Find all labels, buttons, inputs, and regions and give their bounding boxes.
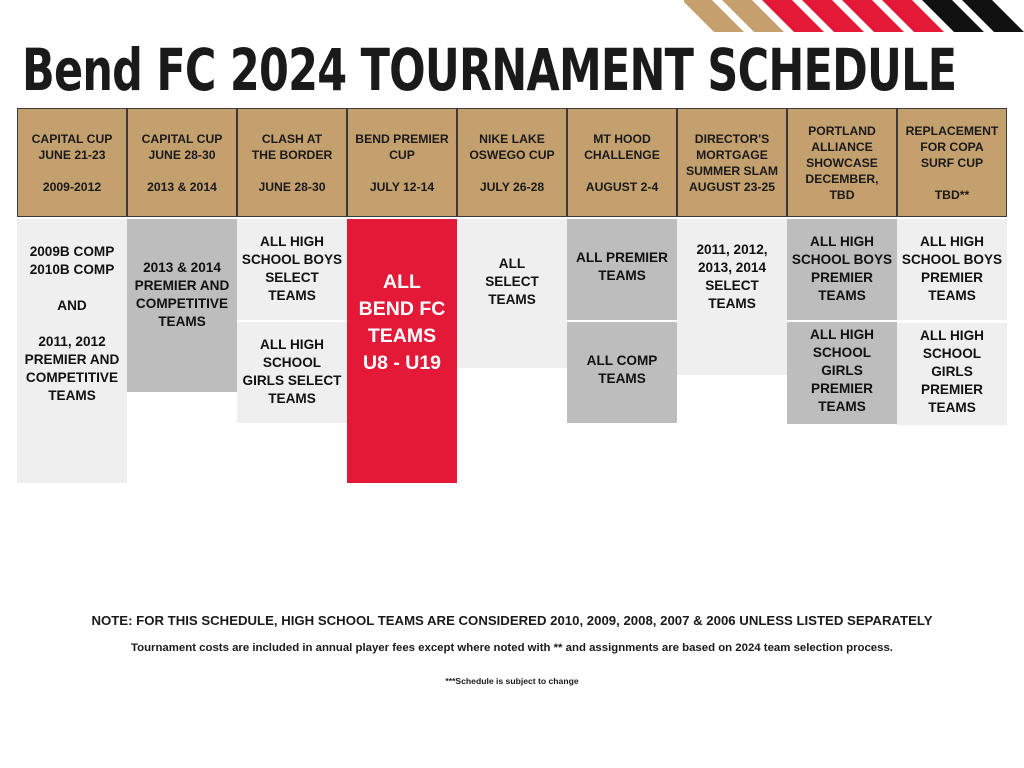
team-assignment-cell <box>567 322 677 423</box>
team-assignment-line: 2013, 2014 <box>697 260 767 275</box>
tournament-detail: JUNE 28-30 <box>258 179 326 194</box>
team-assignment-line: ALL HIGH <box>810 327 874 342</box>
team-assignment-line: ALL <box>498 256 526 271</box>
tournament-name-line: CAPITAL CUP <box>31 131 113 146</box>
team-assignment-line: 2011, 2012 <box>38 334 106 349</box>
tournament-name-line: REPLACEMENT <box>905 123 999 138</box>
tournament-header <box>567 108 677 217</box>
team-assignment-cell <box>237 219 347 320</box>
team-assignment-cell <box>457 219 567 368</box>
tournament-name-line: PORTLAND <box>808 123 876 138</box>
team-assignment-line: PREMIER <box>921 382 983 397</box>
tournament-name-line: DIRECTOR'S <box>694 131 770 146</box>
decorative-stripes <box>684 0 1024 32</box>
tournament-header <box>897 108 1007 217</box>
team-assignment-line: ALL HIGH <box>260 337 324 352</box>
tournament-detail: JULY 26-28 <box>479 179 545 194</box>
tournament-name-line: CUP <box>389 147 415 162</box>
team-assignment-line: ALL HIGH <box>920 234 984 249</box>
tournament-name-line: CLASH AT <box>261 131 323 146</box>
tournament-header <box>127 108 237 217</box>
tournament-name-line: AUGUST 23-25 <box>688 179 775 194</box>
team-assignment-cell <box>677 219 787 375</box>
team-assignment-cell <box>897 219 1007 320</box>
team-assignment-line: PREMIER <box>811 270 873 285</box>
team-assignment-line: GIRLS <box>821 363 863 378</box>
team-assignment-cell <box>127 219 237 392</box>
tournament-name-line: OSWEGO CUP <box>469 147 555 162</box>
team-assignment-cell <box>787 322 897 424</box>
tournament-name-line: JUNE 28-30 <box>148 147 216 162</box>
tournament-name-line: JUNE 21-23 <box>38 147 106 162</box>
tournament-name-line: THE BORDER <box>251 147 333 162</box>
team-assignment-line: 2009B COMP <box>29 244 115 259</box>
team-assignment-line: ALL <box>383 271 421 293</box>
team-assignment-line: PREMIER <box>811 381 873 396</box>
team-assignment-line: TEAMS <box>928 400 976 415</box>
team-assignment-cell <box>237 322 347 423</box>
team-assignment-cell <box>787 219 897 320</box>
team-assignment-line: PREMIER <box>921 270 983 285</box>
team-assignment-line: COMPETITIVE <box>135 296 229 311</box>
tournament-detail: AUGUST 2-4 <box>585 179 659 194</box>
tournament-name-line: NIKE LAKE <box>479 131 545 146</box>
tournament-detail: JULY 12-14 <box>369 179 435 194</box>
team-assignment-line: PREMIER AND <box>24 352 120 367</box>
team-assignment-line: TEAMS <box>708 296 756 311</box>
team-assignment-line: U8 - U19 <box>362 352 442 374</box>
team-assignment-line: ALL HIGH <box>260 234 324 249</box>
tournament-header <box>677 108 787 217</box>
team-assignment-line: TEAMS <box>928 288 976 303</box>
high-school-note: NOTE: FOR THIS SCHEDULE, HIGH SCHOOL TEAMS ARE CONSIDERED 2010, 2009, 2008, 2007 & 2006 UNLESS LISTED SEPARATELY <box>91 613 933 628</box>
team-assignment-line: TEAMS <box>158 314 206 329</box>
team-assignment-line: TEAMS <box>268 391 316 406</box>
team-assignment-line: SCHOOL <box>922 346 982 361</box>
tournament-detail: 2009-2012 <box>42 179 102 194</box>
tournament-name-line: BEND PREMIER <box>355 131 449 146</box>
team-assignment-line: ALL HIGH <box>810 234 874 249</box>
team-assignment-line: ALL COMP <box>586 353 658 368</box>
team-assignment-cell <box>567 219 677 320</box>
tournament-name-line: CHALLENGE <box>584 147 660 162</box>
team-assignment-line: 2011, 2012, <box>696 242 768 257</box>
team-assignment-cell <box>17 219 127 483</box>
team-assignment-cell <box>897 323 1007 425</box>
team-assignment-line: SCHOOL BOYS <box>901 252 1003 267</box>
tournament-header <box>237 108 347 217</box>
team-assignment-line: AND <box>57 298 87 313</box>
tournament-name-line: MORTGAGE <box>696 147 768 162</box>
team-assignment-line: TEAMS <box>488 292 536 307</box>
tournament-name-line: SURF CUP <box>920 155 984 170</box>
tournament-detail: 2013 & 2014 <box>147 179 217 194</box>
tournament-header <box>787 108 897 217</box>
team-assignment-line: ALL HIGH <box>920 328 984 343</box>
team-assignment-line: TEAMS <box>818 288 866 303</box>
tournament-name-line: ALLIANCE <box>811 139 873 154</box>
tournament-name-line: SHOWCASE <box>806 155 878 170</box>
team-assignment-line: SCHOOL <box>812 345 872 360</box>
team-assignment-line: SELECT <box>485 274 539 289</box>
team-assignment-line: BEND FC <box>358 298 446 320</box>
team-assignment-line: SCHOOL <box>262 355 322 370</box>
team-assignment-line: TEAMS <box>367 325 437 347</box>
team-assignment-line: SCHOOL BOYS <box>241 252 343 267</box>
team-assignment-line: TEAMS <box>818 399 866 414</box>
tournament-header <box>457 108 567 217</box>
tournament-name-line: TBD <box>829 187 855 202</box>
tournament-name-line: DECEMBER, <box>805 171 879 186</box>
tournament-detail: TBD** <box>934 187 970 202</box>
team-assignment-line: SCHOOL BOYS <box>791 252 893 267</box>
tournament-name-line: FOR COPA <box>920 139 984 154</box>
tournament-header <box>17 108 127 217</box>
team-assignment-line: SELECT <box>705 278 759 293</box>
team-assignment-line: 2010B COMP <box>29 262 115 277</box>
page-title: Bend FC 2024 TOURNAMENT SCHEDULE <box>22 36 957 104</box>
schedule-disclaimer: ***Schedule is subject to change <box>445 676 579 686</box>
team-assignment-line: TEAMS <box>48 388 96 403</box>
team-assignment-line: TEAMS <box>598 268 646 283</box>
team-assignment-line: TEAMS <box>598 371 646 386</box>
team-assignment-line: COMPETITIVE <box>25 370 119 385</box>
team-assignment-line: PREMIER AND <box>134 278 230 293</box>
team-assignment-line: ALL PREMIER <box>576 250 668 265</box>
tournament-name-line: CAPITAL CUP <box>141 131 223 146</box>
tournament-header <box>347 108 457 217</box>
tournament-name-line: MT HOOD <box>593 131 651 146</box>
team-assignment-line: GIRLS SELECT <box>242 373 342 388</box>
team-assignment-cell <box>347 219 457 483</box>
team-assignment-line: TEAMS <box>268 288 316 303</box>
team-assignment-line: GIRLS <box>931 364 973 379</box>
tournament-name-line: SUMMER SLAM <box>685 163 779 178</box>
team-assignment-line: SELECT <box>265 270 319 285</box>
team-assignment-line: 2013 & 2014 <box>143 260 221 275</box>
cost-note: Tournament costs are included in annual player fees except where noted with ** and assignments are based on 2024 team selection process. <box>131 642 893 654</box>
